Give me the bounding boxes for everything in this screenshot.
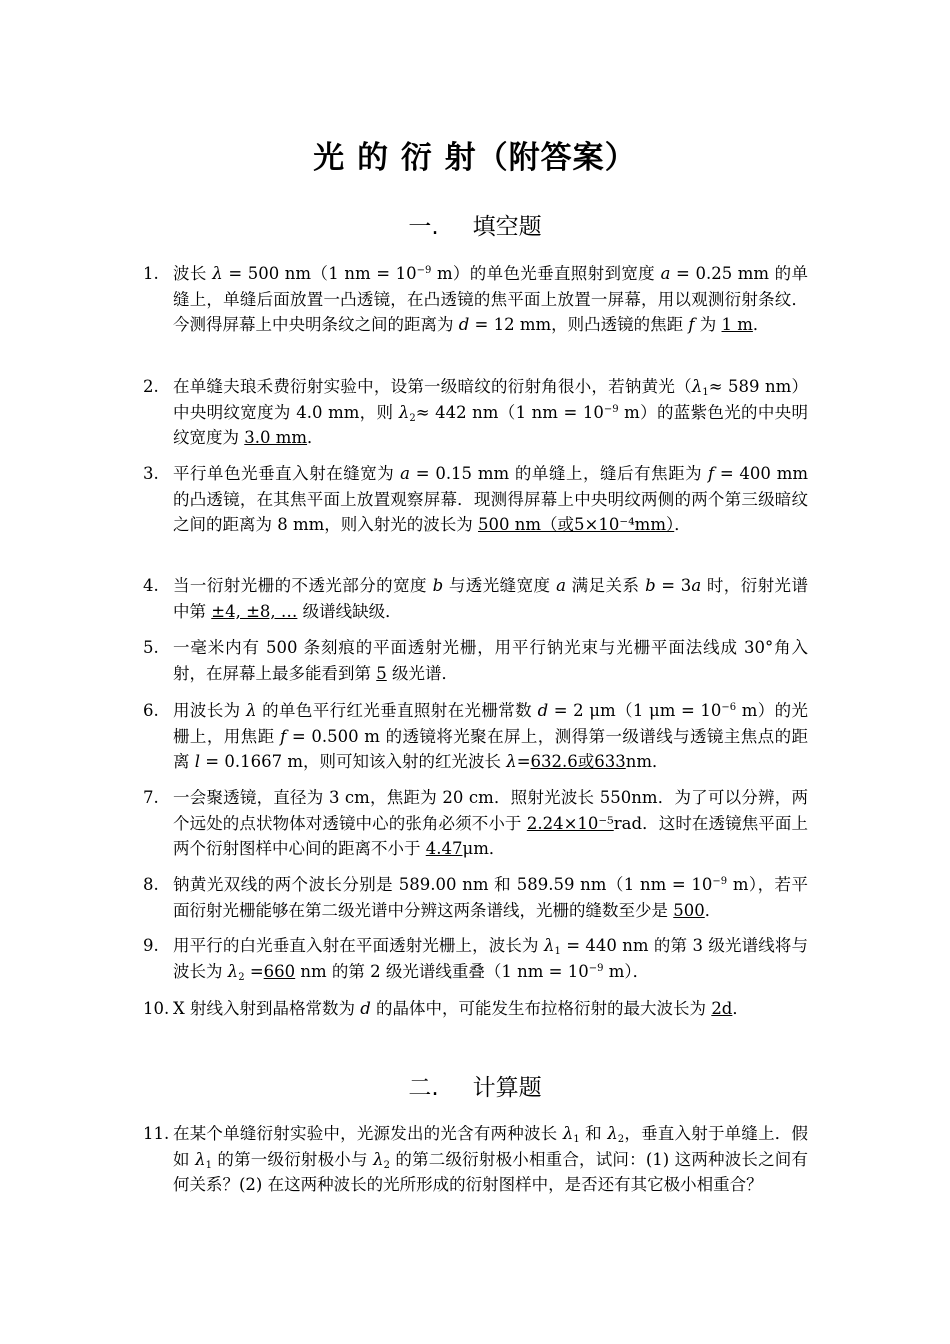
question-11 (143, 1121, 808, 1198)
question-text: 波长 λ = 500 nm（1 nm = $10^{-9}$ m）的单色光垂直照射到宽度 a = 0.25 mm 的单缝上，单缝后面放置一凸透镜，在凸透镜的焦平面上放置一屏幕，用以观测衍射条纹．今测得屏幕上中央明条纹之间的距离为 d = 12 mm，则凸透镜的焦距 f 为 1 m． (173, 264, 808, 334)
question-1 (143, 261, 808, 338)
answer-blank: 632.6或633 (530, 752, 626, 771)
answer-blank: 3.0 mm (244, 428, 308, 447)
answer-blank: 1 m (721, 315, 753, 334)
question-text: 在单缝夫琅禾费衍射实验中，设第一级暗纹的衍射角很小，若钠黄光（$\lambda_1\approx 589$ nm）中央明纹宽度为 4.0 mm，则 $\lambda_2\approx 442$ nm（1 nm = $10^{-9}$ m）的蓝紫色光的中央明纹宽度为 3.0 mm． (173, 377, 808, 447)
answer-blank: 2.24×10⁻⁵ (526, 813, 614, 833)
question-text: 平行单色光垂直入射在缝宽为 a = 0.15 mm 的单缝上，缝后有焦距为 f = 400 mm 的凸透镜，在其焦平面上放置观察屏幕．现测得屏幕上中央明纹两侧的两个第三级暗纹之间的距离为 8 mm，则入射光的波长为 500 nm（或5×10⁻⁴mm）． (173, 464, 808, 534)
question-3 (143, 461, 808, 538)
question-4 (143, 573, 808, 624)
question-number: 9. (143, 936, 159, 955)
question-number: 10. (143, 999, 170, 1018)
answer-blank: 4.47 (425, 839, 463, 858)
answer-blank: 500 (673, 900, 705, 920)
section-number: 二. (408, 1075, 439, 1101)
question-9 (143, 933, 808, 984)
question-text: 一毫米内有 500 条刻痕的平面透射光栅，用平行钠光束与光栅平面法线成 30°角入射，在屏幕上最多能看到第 5 级光谱． (173, 638, 808, 683)
answer-blank: 5 (376, 663, 387, 683)
document-title: 光 的 衍 射（附答案） (313, 140, 637, 176)
question-text: 在某个单缝衍射实验中，光源发出的光含有两种波长 $\lambda_1$ 和 $\lambda_2$，垂直入射于单缝上．假如 $\lambda_1$ 的第一级衍射极小与 $\lambda_2$ 的第二级衍射极小相重合，试问：(1) 这两种波长之间有何关系？(2) 在这两种波长的光所形成的衍射图样中，是否还有其它极小相重合？ (173, 1124, 809, 1194)
question-8 (143, 872, 808, 923)
section-label: 填空题 (472, 214, 542, 240)
question-number: 2. (143, 377, 159, 396)
question-number: 1. (143, 264, 159, 283)
section-heading-calculation (0, 1069, 950, 1102)
answer-blank: 2d (711, 999, 733, 1018)
section-heading-fill-in (0, 208, 950, 241)
question-text: 用波长为 λ 的单色平行红光垂直照射在光栅常数 d = 2 μm（1 $\mu m = 10^{-6}$ m）的光栅上，用焦距 f = 0.500 m 的透镜将光聚在屏上，测得第一级谱线与透镜主焦点的距离 l = 0.1667 m，则可知该入射的红光波长 λ=632.6或633nm． (173, 701, 808, 771)
question-number: 8. (143, 875, 159, 894)
section-number: 一. (408, 214, 439, 240)
question-number: 7. (143, 788, 159, 807)
question-text: X 射线入射到晶格常数为 d 的晶体中，可能发生布拉格衍射的最大波长为 2d． (173, 999, 749, 1018)
question-2 (143, 374, 808, 451)
question-text: 一会聚透镜，直径为 3 cm，焦距为 20 cm．照射光波长 550nm．为了可以分辨，两个远处的点状物体对透镜中心的张角必须不小于 2.24×10⁻⁵rad．这时在透镜焦平面上两个衍射图样中心间的距离不小于 4.47μm． (173, 788, 808, 858)
section-label: 计算题 (472, 1075, 542, 1101)
question-text: 用平行的白光垂直入射在平面透射光栅上，波长为 $\lambda_1 = 440$ nm 的第 3 级光谱线将与波长为 $\lambda_2 =660$ nm 的第 2 级光谱线重叠（1 nm = $10^{-9}$ m）． (173, 936, 809, 983)
answer-blank: 500 nm（或5×10⁻⁴mm） (478, 515, 675, 534)
question-6 (143, 698, 808, 775)
question-number: 3. (143, 464, 159, 483)
question-number: 5. (143, 638, 159, 657)
question-text: 钠黄光双线的两个波长分别是 589.00 nm 和 589.59 nm（1 nm = $10^{-9}$ m），若平面衍射光栅能够在第二级光谱中分辨这两条谱线，光栅的缝数至少是 500． (173, 875, 808, 920)
question-10 (143, 996, 808, 1022)
question-text: 当一衍射光栅的不透光部分的宽度 b 与透光缝宽度 a 满足关系 b = 3a 时，衍射光谱中第 ±4, ±8, … 级谱线缺级． (173, 576, 808, 621)
question-number: 11. (143, 1124, 170, 1143)
question-7 (143, 785, 808, 862)
question-number: 6. (143, 701, 159, 720)
question-5 (143, 635, 808, 686)
answer-blank: 660 (263, 961, 296, 981)
answer-blank: ±4, ±8, … (211, 601, 298, 621)
question-number: 4. (143, 576, 159, 595)
